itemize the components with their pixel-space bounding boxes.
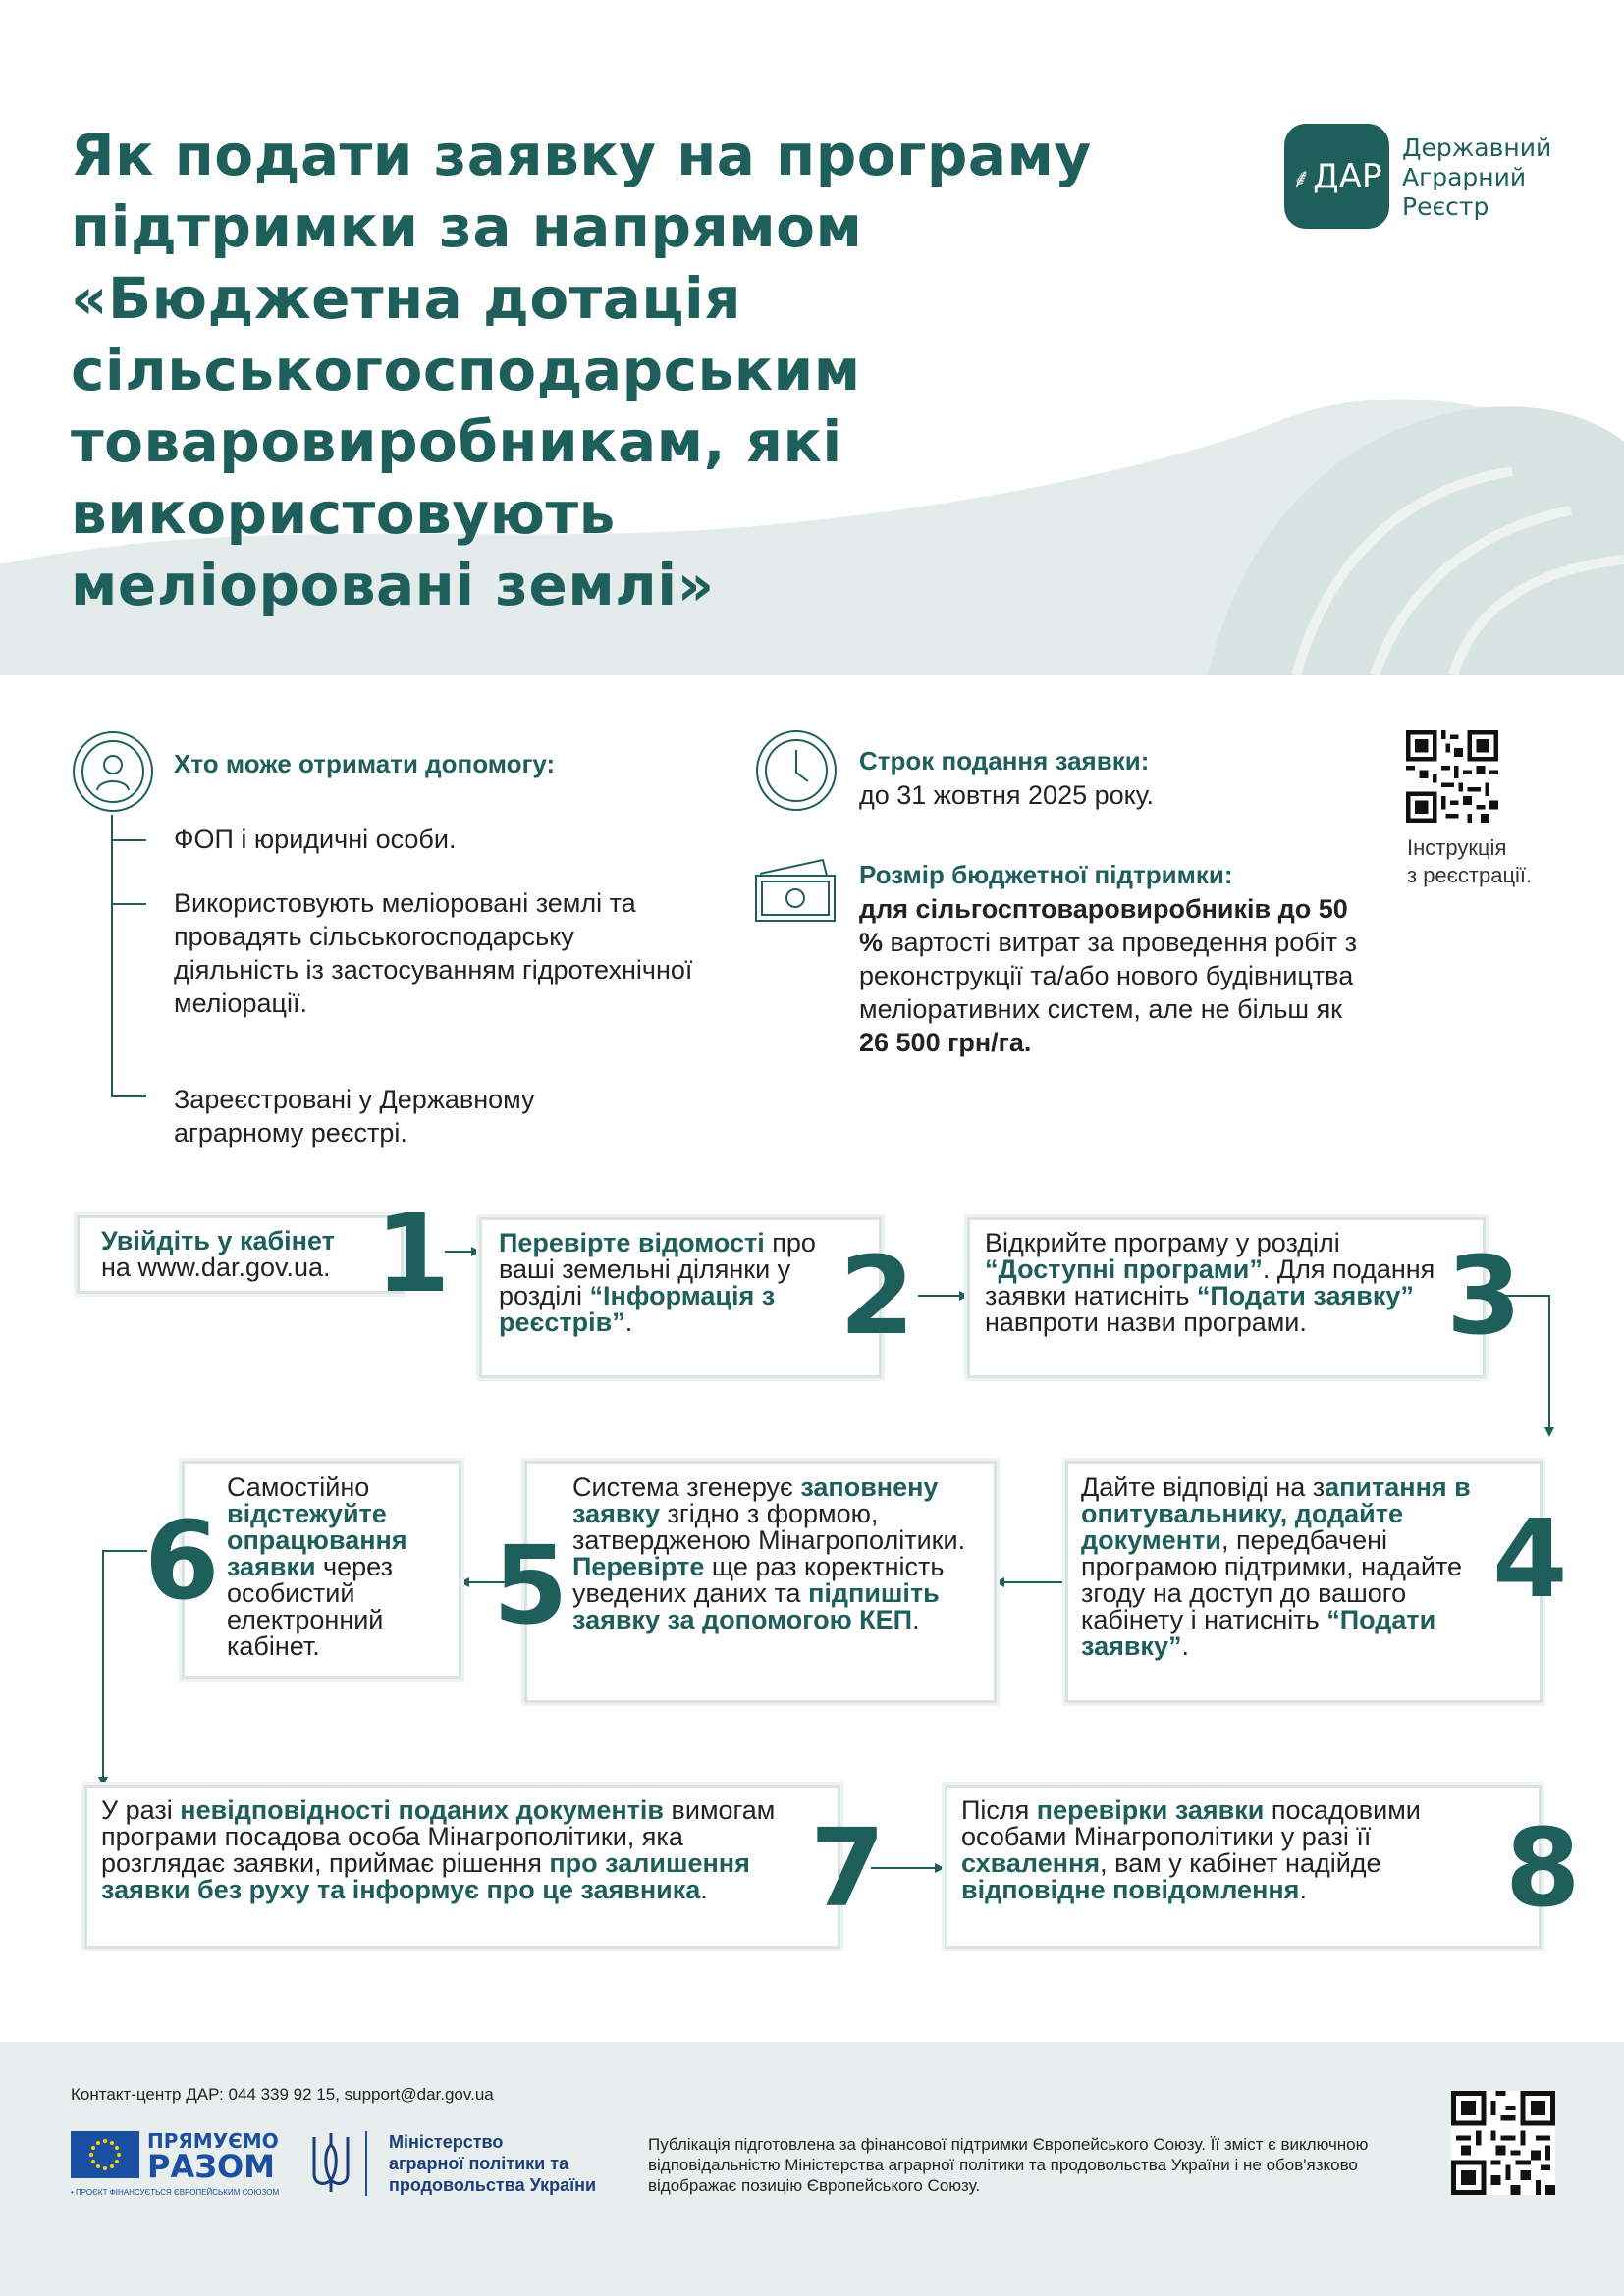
eu-funding-note: • ПРОЄКТ ФІНАНСУЄТЬСЯ ЄВРОПЕЙСЬКИМ СОЮЗОМ	[71, 2188, 280, 2197]
title-line: «Бюджетна дотація	[71, 265, 742, 332]
step-8-bold: відповідне повідомлення	[961, 1875, 1300, 1904]
logo-line: Державний	[1402, 133, 1552, 162]
logo-badge	[1284, 124, 1389, 229]
support-size-text	[859, 892, 1370, 1059]
step-8-body: Після	[961, 1795, 1037, 1825]
step-5-body: ще раз коректність уведених даних та	[572, 1552, 945, 1608]
step-5-bold: Перевірте	[572, 1552, 705, 1581]
step-6-body: через особистий електронний кабінет.	[227, 1552, 393, 1661]
step-number-7: 7	[810, 1805, 886, 1931]
step-6-body: Самостійно	[227, 1472, 370, 1502]
step-7-body: У разі	[101, 1795, 181, 1825]
step-number-6: 6	[144, 1498, 220, 1624]
step-5-body: .	[912, 1605, 920, 1634]
page-title	[71, 120, 1151, 621]
step-1-body: на www.dar.gov.ua.	[101, 1253, 331, 1282]
qr-code-icon[interactable]	[1406, 730, 1498, 823]
step-8-bold: перевірки заявки	[1036, 1795, 1265, 1825]
step-7-bold: про залишення заявки без руху та інформує про це заявника	[101, 1848, 750, 1904]
who-item: Зареєстровані у Державному аграрному реєстрі.	[174, 1085, 535, 1148]
step-number-4: 4	[1492, 1496, 1568, 1622]
support-size-amount: 26 500 грн/га.	[859, 1028, 1032, 1057]
step-3-bold: “Подати заявку”	[1196, 1281, 1414, 1310]
support-size-title: Розмір бюджетної підтримки:	[859, 860, 1233, 889]
logo-line: Реєстр	[1402, 192, 1489, 221]
step-3-text	[985, 1230, 1446, 1336]
step-4-bold: апитання в опитувальнику, додайте документи	[1081, 1472, 1471, 1555]
money-icon	[754, 854, 839, 925]
trident-icon	[310, 2131, 352, 2194]
step-8-bold: схвалення	[961, 1848, 1101, 1878]
step-number-5: 5	[493, 1522, 568, 1648]
step-5-body: згідно з формою, затвердженою Мінагрополітики.	[572, 1499, 966, 1555]
qr-code-icon[interactable]	[1451, 2091, 1555, 2195]
step-2-bold: “Інформація з реєстрів”	[499, 1281, 776, 1337]
step-3-body: Відкрийте програму у розділі	[985, 1228, 1340, 1257]
step-8-body: посадовими особами Мінагрополітики у разі її	[961, 1795, 1421, 1851]
eu-flag-icon	[71, 2131, 139, 2178]
who-item: Використовують меліоровані землі та провадять сільськогосподарську діяльність із застосуванням гідротехнічної меліорації.	[174, 888, 693, 1018]
ministry-line: Міністерство	[389, 2132, 504, 2152]
qr-caption-line: Інструкція	[1407, 835, 1507, 860]
step-1-bold: Увійдіть у кабінет	[101, 1226, 335, 1255]
step-2-body: .	[624, 1308, 633, 1337]
step-4-body: .	[1181, 1631, 1189, 1661]
step-8-text	[961, 1797, 1472, 1903]
logo-badge-text: ДАР	[1313, 156, 1382, 196]
step-2-text	[499, 1230, 823, 1336]
eu-brand-line: РАЗОМ	[147, 2148, 275, 2185]
who-connector-line	[111, 815, 140, 1096]
title-line: Як подати заявку на програму	[71, 122, 1092, 188]
ministry-line: аграрної політики та	[389, 2154, 569, 2173]
step-7-bold: невідповідності поданих документів	[180, 1795, 665, 1825]
ministry-line: продовольства України	[389, 2175, 597, 2195]
step-6-bold: відстежуйте опрацювання заявки	[227, 1499, 407, 1581]
who-tick	[111, 903, 146, 905]
step-2-body: про ваші земельні ділянки у розділі	[499, 1228, 816, 1310]
deadline-text: до 31 жовтня 2025 року.	[859, 780, 1155, 810]
step-3-body: . Для подання заявки натисніть	[985, 1255, 1435, 1310]
step-3-body: навпроти назви програми.	[985, 1308, 1307, 1337]
step-7-body: .	[700, 1875, 708, 1904]
person-icon	[71, 729, 155, 814]
logo-line: Аграрний	[1402, 163, 1527, 191]
wheat-icon: ⸙	[1291, 163, 1312, 193]
eu-brand	[147, 2128, 279, 2185]
step-8-body: , вам у кабінет надійде	[1100, 1848, 1381, 1878]
eu-brand-line: ПРЯМУЄМО	[147, 2129, 279, 2153]
step-8-body: .	[1299, 1875, 1307, 1904]
step-number-2: 2	[839, 1233, 915, 1359]
title-line: підтримки за напрямом	[71, 193, 863, 260]
step-4-bold: “Подати заявку”	[1081, 1605, 1436, 1661]
step-4-body: , передбачені програмою підтримки, надайте згоду на доступ до вашого кабінету і натисніть	[1081, 1525, 1463, 1634]
contact-center[interactable]: Контакт-центр ДАР: 044 339 92 15, support@dar.gov.ua	[71, 2085, 494, 2104]
title-line: використовують	[71, 480, 616, 547]
who-tick	[111, 839, 146, 841]
dar-logo	[1284, 124, 1579, 232]
step-5-bold: підпишіть заявку за допомогою КЕП	[572, 1578, 940, 1634]
who-item: ФОП і юридичні особи.	[174, 825, 457, 854]
support-size-bold: для сільгосптоваровиробників до 50 %	[859, 894, 1348, 957]
title-line: меліоровані землі»	[71, 552, 715, 618]
who-title: Хто може отримати допомогу:	[174, 749, 556, 778]
step-5-bold: заповнену заявку	[572, 1472, 939, 1528]
support-size-body: вартості витрат за проведення робіт з реконструкції та/або нового будівництва меліоративних систем, але не більш як	[859, 928, 1358, 1024]
ministry-logo-text	[365, 2131, 596, 2196]
step-number-8: 8	[1505, 1805, 1581, 1931]
title-line: сільськогосподарським	[71, 337, 861, 403]
clock-icon	[754, 728, 839, 813]
qr-caption	[1407, 834, 1532, 889]
who-tick	[111, 1095, 146, 1097]
step-7-text	[101, 1797, 788, 1903]
step-4-text	[1081, 1474, 1513, 1660]
step-1-text	[101, 1228, 396, 1281]
step-7-body: вимогам програми посадова особа Мінагрополітики, яка розглядає заявки, приймає рішення	[101, 1795, 776, 1878]
title-line: товаровиробникам, які	[71, 408, 842, 475]
step-6-text	[227, 1474, 453, 1660]
step-5-body: Система згенерує	[572, 1472, 801, 1502]
step-4-body: Дайте відповіді на з	[1081, 1472, 1326, 1502]
eu-disclaimer: Публікація підготовлена за фінансової підтримки Європейського Союзу. Її зміст є виключною відповідальністю Міністерства аграрної політики та продовольства України і не обов'язково відображає позицію Європейського Союзу.	[648, 2135, 1369, 2195]
deadline-title: Строк подання заявки:	[859, 746, 1150, 775]
step-5-text	[572, 1474, 990, 1633]
step-2-bold: Перевірте відомості	[499, 1228, 765, 1257]
step-3-bold: “Доступні програми”	[985, 1255, 1263, 1284]
step-number-3: 3	[1446, 1233, 1522, 1359]
qr-caption-line: з реєстрації.	[1407, 863, 1533, 887]
arrow-6-7	[103, 1551, 147, 1785]
step-number-1: 1	[375, 1191, 451, 1316]
hero-section	[0, 0, 1624, 675]
logo-wordmark	[1402, 133, 1579, 222]
